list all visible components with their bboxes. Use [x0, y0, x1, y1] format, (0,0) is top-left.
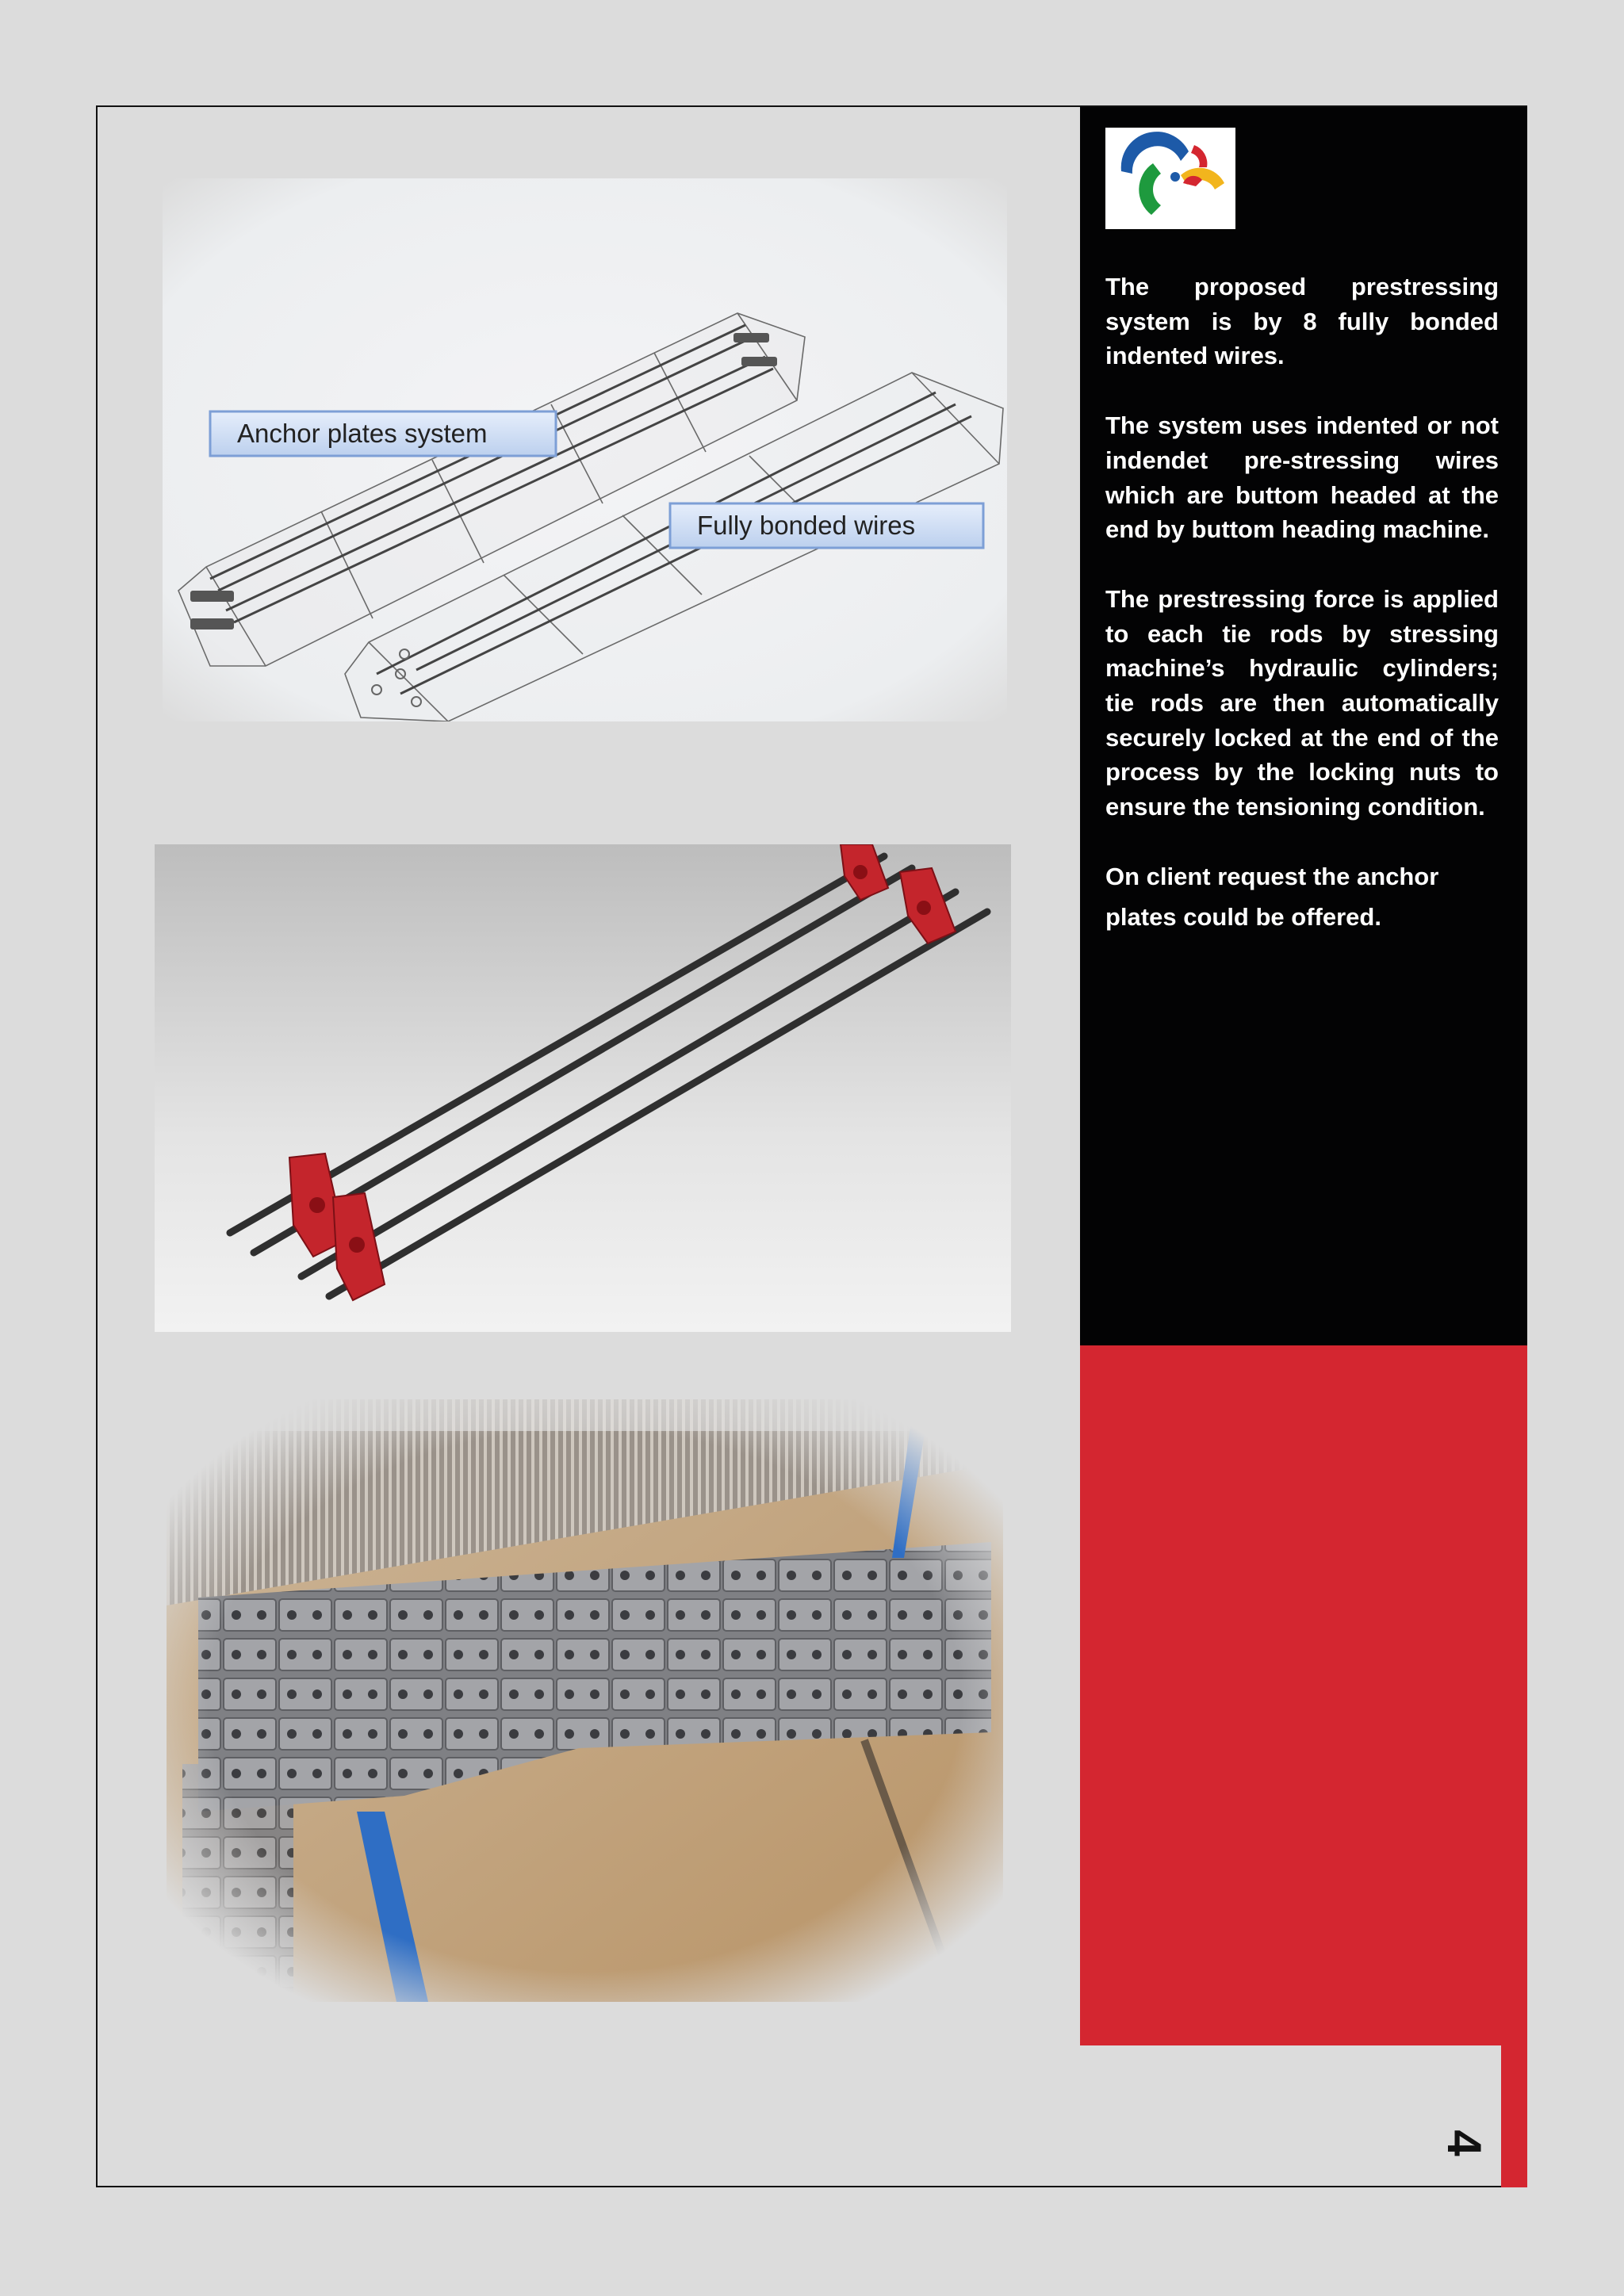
figure-tie-rods-photo — [167, 1399, 1003, 2002]
paragraph-client-request: On client request the anchor plates could be offered. — [1105, 862, 1439, 931]
paragraph-indented-wires: The system uses indented or not indendet pre-stressing wires which are buttom headed at the end by buttom heading machine. — [1105, 411, 1499, 544]
page-number: 4 — [1438, 2130, 1492, 2156]
callout-fully-bonded — [670, 503, 983, 548]
tie-rods-photo-illustration — [167, 1399, 1003, 2002]
wireframe-illustration — [163, 178, 1007, 721]
callout-fully-bonded-text: Fully bonded wires — [697, 511, 916, 540]
sidebar-red-strip — [1501, 2045, 1527, 2187]
sidebar-text — [1105, 270, 1499, 972]
callout-anchor-plates — [210, 411, 556, 456]
tie-rods-illustration — [155, 844, 1011, 1332]
paragraph-prestressing-force: The prestressing force is applied to each tie rods by stressing machine’s hydraulic cylinders; tie rods are then automatically securely locked at the end of the process by the locking nuts to ensure the tensioning condition. — [1105, 584, 1499, 821]
paragraph-prestressing-system: The proposed prestressing system is by 8 fully bonded indented wires. — [1105, 273, 1499, 370]
gear-swirl-logo-icon — [1105, 128, 1235, 229]
company-logo — [1105, 128, 1235, 229]
figure-tie-rods-render — [155, 844, 1011, 1332]
callout-anchor-plates-text: Anchor plates system — [237, 419, 488, 448]
sidebar-red-panel — [1080, 1345, 1527, 2045]
figure-anchor-plates-wireframe — [163, 178, 1007, 721]
